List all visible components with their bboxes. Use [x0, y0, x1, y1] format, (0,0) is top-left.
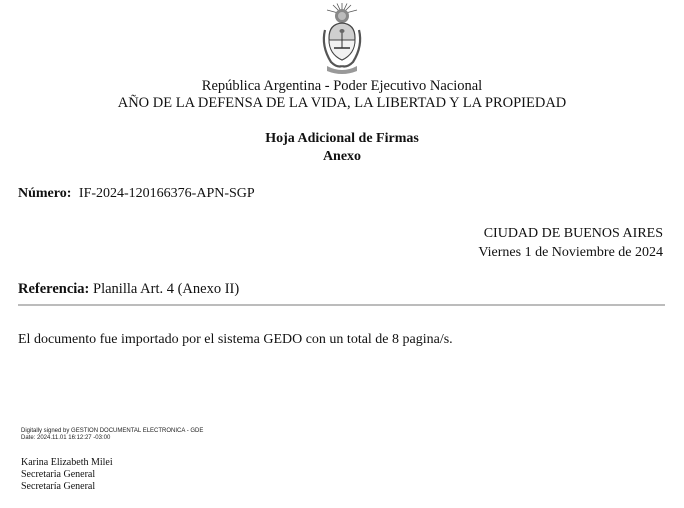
signer-office: Secretaría General	[21, 481, 96, 492]
document-number-value: IF-2024-120166376-APN-SGP	[78, 186, 255, 201]
reference	[18, 281, 239, 298]
divider	[18, 304, 665, 306]
digital-signature-date: Date: 2024.11.01 16:12:27 -03:00	[21, 435, 111, 441]
header-year-motto: AÑO DE LA DEFENSA DE LA VIDA, LA LIBERTAD Y LA PROPIEDAD	[117, 95, 567, 111]
body-text: El documento fue importado por el sistema GEDO con un total de 8 pagina/s.	[18, 332, 453, 347]
signer-block	[21, 457, 113, 493]
digital-signature-signed-by: Digitally signed by GESTION DOCUMENTAL ELECTRONICA - GDE	[21, 428, 204, 434]
date: Viernes 1 de Noviembre de 2024	[478, 245, 663, 260]
reference-value: Planilla Art. 4 (Anexo II)	[93, 281, 240, 297]
document-title: Hoja Adicional de Firmas	[265, 131, 419, 146]
signer-title: Secretaria General	[21, 469, 96, 480]
document-number-label: Número:	[18, 186, 72, 201]
city: CIUDAD DE BUENOS AIRES	[483, 226, 663, 241]
document-number	[18, 186, 255, 202]
reference-label: Referencia:	[18, 281, 90, 297]
signer-name: Karina Elizabeth Milei	[21, 457, 113, 468]
digital-signature-stamp	[21, 428, 203, 442]
document-subtitle: Anexo	[322, 149, 362, 164]
header-government-line: República Argentina - Poder Ejecutivo Nacional	[201, 78, 483, 94]
coat-of-arms-icon	[317, 2, 367, 76]
